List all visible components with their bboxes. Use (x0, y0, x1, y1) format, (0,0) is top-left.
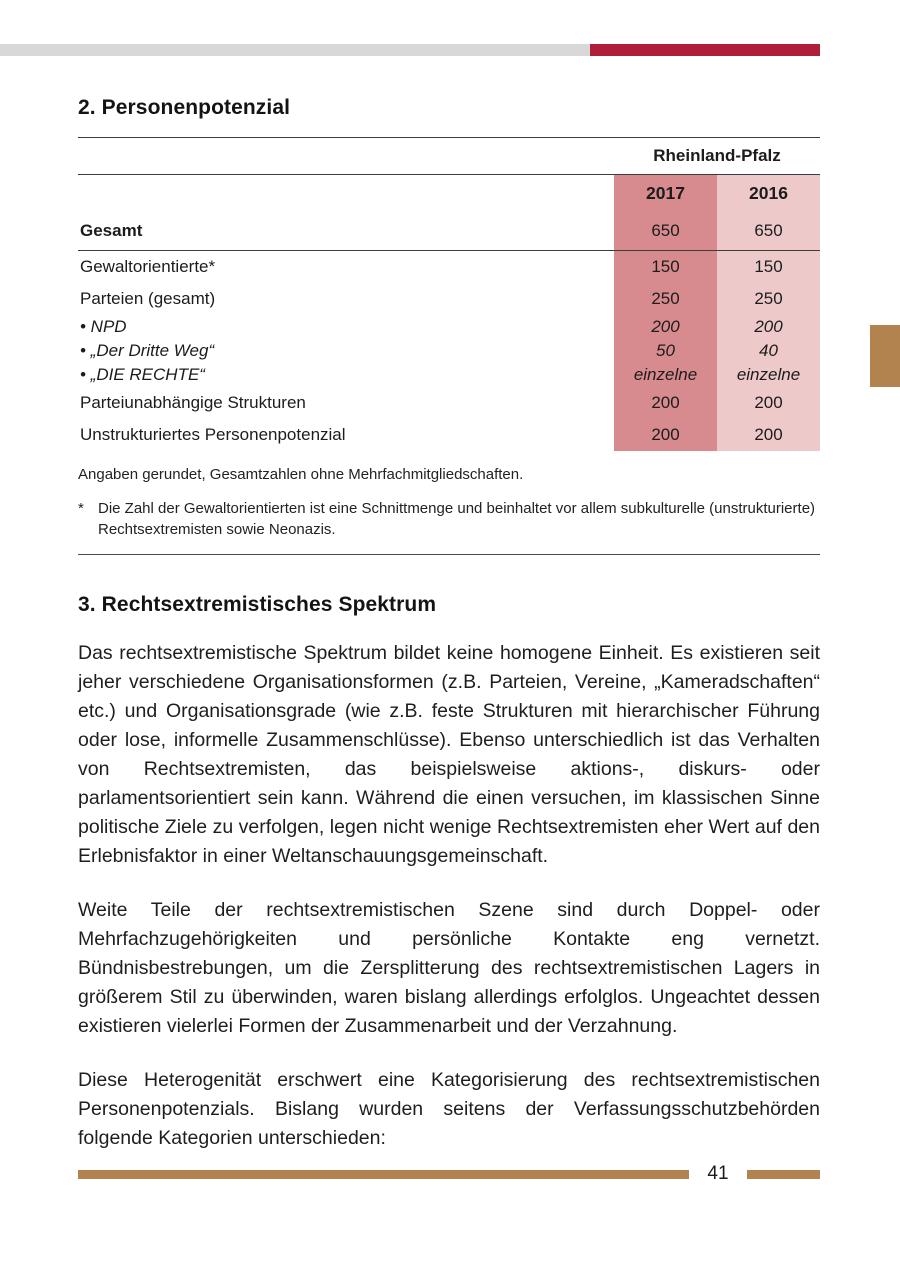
section-2-heading: 2. Personenpotenzial (78, 96, 291, 119)
empty-cell (78, 138, 614, 175)
table-footnote (78, 498, 820, 540)
footer-rule-right (747, 1170, 820, 1179)
page-footer (78, 1163, 820, 1185)
section-3-paragraph-1: Das rechtsextremistische Spektrum bildet keine homogene Einheit. Es existieren seit jeher verschiedene Organisationsformen (z.B. Parteien, Vereine, „Kameradschaften“ etc.) und Organisationsgrade (wie z.B. feste Strukturen mit hierarchischer Führung oder lose, informelle Zusammenschlüsse). Ebenso unterschiedlich ist das Verhalten von Rechtsextremisten, das beispielsweise aktions-, diskurs- oder parlamentsorientiert sein kann. Während die einen versuchen, im klassischen Sinne politische Ziele zu verfolgen, legen nicht wenige Rechtsextremisten eher Wert auf den Erlebnisfaktor in einer Weltanschauungsgemeinschaft. (78, 642, 820, 867)
table-row-parteien: Parteien (gesamt) 250 250 (78, 283, 820, 315)
chapter-edge-tab (870, 325, 900, 387)
table-row-der-dritte-weg: • „Der Dritte Weg“ 50 40 (78, 339, 820, 363)
footer-rule-left (78, 1170, 689, 1179)
footnote-marker: * (78, 500, 84, 517)
table-column-header-row (78, 175, 820, 213)
table-row-npd: • NPD 200 200 (78, 315, 820, 339)
page-content (78, 96, 820, 1178)
region-header: Rheinland-Pfalz (614, 138, 820, 175)
table-region-header-row (78, 138, 820, 175)
page-number: 41 (707, 1163, 729, 1184)
table-row-gesamt: Gesamt 650 650 (78, 212, 820, 251)
col-header-2017: 2017 (614, 175, 717, 213)
table-note: Angaben gerundet, Gesamtzahlen ohne Mehrfachmitgliedschaften. (78, 466, 524, 483)
personenpotenzial-table (78, 137, 820, 451)
footnote-text: Die Zahl der Gewaltorientierten ist eine Schnittmenge und beinhaltet vor allem subkulturelle (unstrukturierte) Rechtsextremisten sowie Neonazis. (98, 500, 816, 538)
table-row-gewaltorientierte: Gewaltorientierte* 150 150 (78, 251, 820, 284)
table-row-unstrukturiertes: Unstrukturiertes Personenpotenzial 200 200 (78, 419, 820, 451)
table-row-die-rechte: • „DIE RECHTE“ einzelne einzelne (78, 363, 820, 387)
top-bar-red-accent (590, 44, 820, 56)
empty-cell (78, 175, 614, 213)
col-header-2016: 2016 (717, 175, 820, 213)
section-divider-rule (78, 554, 820, 555)
section-3-paragraph-3: Diese Heterogenität erschwert eine Kategorisierung des rechtsextremistischen Personenpotenzials. Bislang wurden seitens der Verfassungsschutzbehörden folgende Kategorien unterschieden: (78, 1069, 820, 1149)
section-3-paragraph-2: Weite Teile der rechtsextremistischen Szene sind durch Doppel- oder Mehrfachzugehörigkeiten und persönliche Kontakte eng vernetzt. Bündnisbestrebungen, um die Zersplitterung des rechtsextremistischen Lagers in größerem Stil zu überwinden, waren bislang allerdings erfolglos. Ungeachtet dessen existieren vielerlei Formen der Zusammenarbeit und der Verzahnung. (78, 899, 820, 1037)
top-bar-gray (0, 44, 590, 56)
table-row-parteiunabhaengige: Parteiunabhängige Strukturen 200 200 (78, 387, 820, 419)
section-3-heading: 3. Rechtsextremistisches Spektrum (78, 593, 437, 616)
